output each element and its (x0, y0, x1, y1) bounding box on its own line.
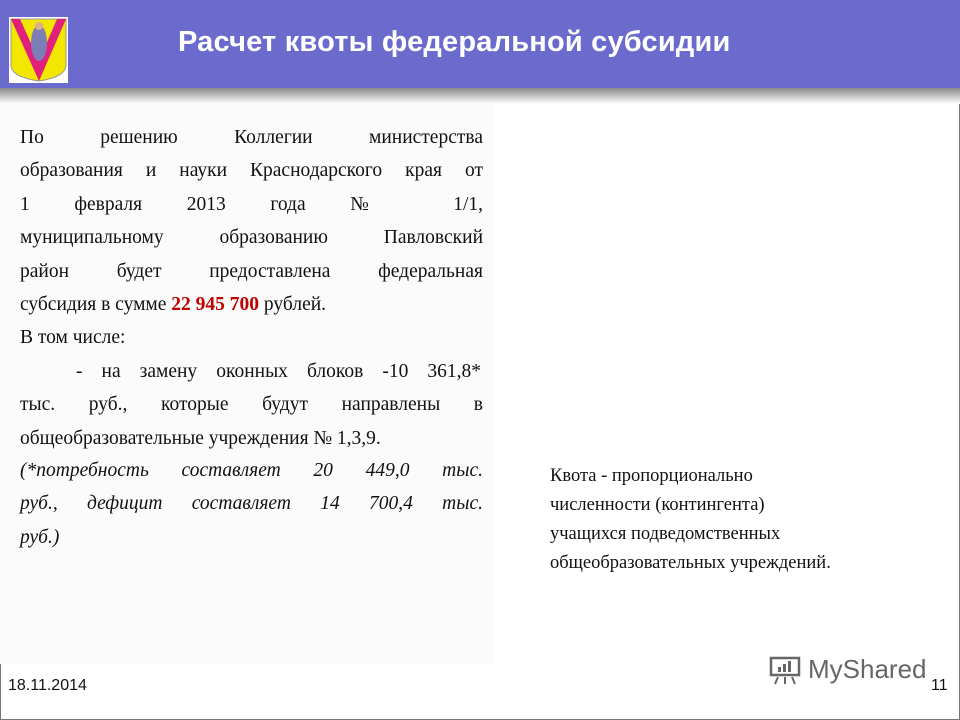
quota-line: численности (контингента) (550, 495, 765, 515)
quota-line: учащихся подведомственных (550, 524, 781, 544)
watermark (768, 654, 927, 685)
slide-number: 11 (931, 677, 948, 694)
page-title: Расчет квоты федеральной субсидии (178, 26, 731, 58)
header-shadow (0, 88, 960, 104)
note-line: (*потребность составляет 20 449,0 тыс. (20, 460, 483, 481)
quota-definition (550, 462, 831, 578)
left-text-panel (0, 104, 495, 664)
note-line: руб., дефицит составляет 14 700,4 тыс. (20, 493, 483, 514)
item-line: - на замену оконных блоков -10 361,8* (76, 361, 481, 382)
text-line: 1 февраля 2013 года № 1/1, (20, 194, 483, 215)
quota-line: Квота - пропорционально (550, 466, 753, 486)
text-line: По решению Коллегии министерства (20, 127, 483, 148)
item-line: общеобразовательные учреждения № 1,3,9. (20, 428, 381, 449)
subsidy-amount: 22 945 700 (171, 294, 260, 315)
subsidy-prefix: субсидия в сумме (20, 294, 172, 315)
text-line: образования и науки Краснодарского края от (20, 160, 483, 181)
subsidy-suffix: рублей. (259, 294, 327, 315)
subsidy-line (20, 294, 483, 316)
watermark-text: MyShared (808, 654, 927, 684)
quota-line: общеобразовательных учреждений. (550, 553, 831, 573)
including-label: В том числе: (20, 327, 126, 348)
text-line: муниципальному образованию Павловский (20, 227, 483, 248)
text-line: район будет предоставлена федеральная (20, 261, 483, 282)
note-line: руб.) (20, 527, 60, 548)
coat-of-arms-logo (9, 17, 68, 83)
presentation-icon (768, 655, 802, 685)
slide-date: 18.11.2014 (8, 677, 87, 694)
item-line: тыс. руб., которые будут направлены в (20, 394, 483, 415)
